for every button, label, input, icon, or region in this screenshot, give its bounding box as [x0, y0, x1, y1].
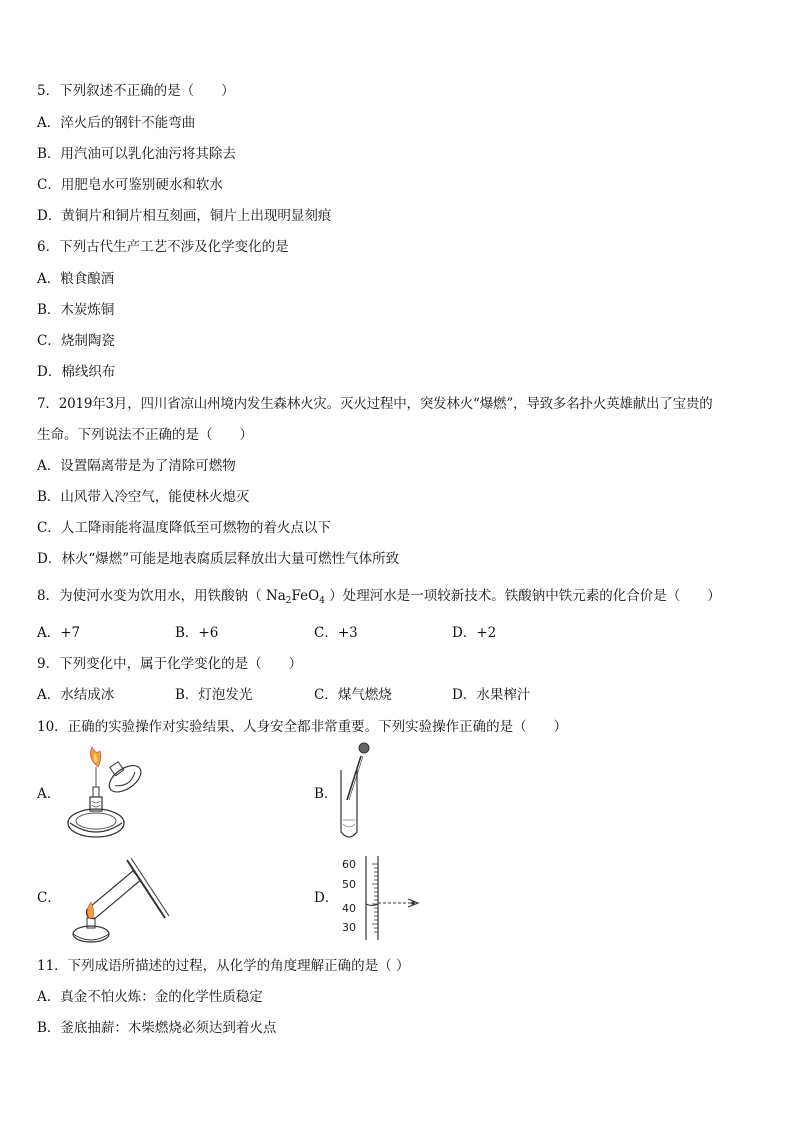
dropper-in-test-tube-figure: [335, 740, 375, 849]
q8-stem-pre: 8．为使河水变为饮用水，用铁酸钠（: [37, 588, 262, 604]
q5-option-a: A．淬火后的钢针不能弯曲: [37, 115, 196, 131]
q8-option-b: B．+6: [175, 625, 219, 641]
q7-option-c: C．人工降雨能将温度降低至可燃物的着火点以下: [37, 520, 331, 536]
q10-option-b-label: B．: [314, 786, 338, 802]
q7-option-a: A．设置隔离带是为了清除可燃物: [37, 458, 236, 474]
q11-stem: 11．下列成语所描述的过程，从化学的角度理解正确的是（ ）: [37, 958, 410, 974]
q9-option-a: A．水结成冰: [37, 687, 115, 703]
q11-option-a: A．真金不怕火炼：金的化学性质稳定: [37, 989, 263, 1005]
heating-test-tube-figure: [65, 848, 175, 952]
q7-stem-line2: 生命。下列说法不正确的是（ ）: [37, 427, 253, 443]
q10-option-a-label: A．: [37, 786, 61, 802]
q5-option-b: B．用汽油可以乳化油污将其除去: [37, 146, 236, 162]
q8-formula: [266, 588, 325, 604]
q8-option-d: D．+2: [452, 625, 497, 641]
q8-formula-sub2: 4: [319, 596, 325, 606]
q8-option-c: C．+3: [314, 625, 358, 641]
q11-option-b: B．釜底抽薪：木柴燃烧必须达到着火点: [37, 1020, 277, 1036]
q9-option-c: C．煤气燃烧: [314, 687, 392, 703]
q10-option-d-label: D．: [314, 890, 339, 906]
q6-option-d: D．棉线织布: [37, 364, 116, 380]
q10-option-c-label: C．: [37, 890, 61, 906]
q6-stem: 6．下列古代生产工艺不涉及化学变化的是: [37, 239, 289, 255]
q6-option-c: C．烧制陶瓷: [37, 333, 115, 349]
q9-option-b: B．灯泡发光: [175, 687, 253, 703]
cylinder-tick-50: 50: [342, 878, 356, 891]
cylinder-tick-60: 60: [342, 858, 356, 871]
q5-option-d: D．黄铜片和铜片相互刻画，铜片上出现明显刻痕: [37, 208, 332, 224]
cylinder-tick-30: 30: [342, 921, 356, 934]
q9-option-d: D．水果榨汁: [452, 687, 531, 703]
q8-stem-post: ）处理河水是一项较新技术。铁酸钠中铁元素的化合价是（ ）: [329, 588, 721, 604]
q6-option-b: B．木炭炼铜: [37, 302, 115, 318]
q7-option-b: B．山风带入冷空气，能使林火熄灭: [37, 489, 250, 505]
alcohol-lamp-lighting-figure: [60, 745, 160, 849]
q8-formula-feo: FeO: [291, 588, 320, 604]
graduated-cylinder-figure: [338, 852, 428, 948]
q5-option-c: C．用肥皂水可鉴别硬水和软水: [37, 177, 223, 193]
q10-stem: 10．正确的实验操作对实验结果、人身安全都非常重要。下列实验操作正确的是（ ）: [37, 719, 568, 735]
q8-stem: [37, 587, 721, 610]
q9-stem: 9．下列变化中，属于化学变化的是（ ）: [37, 656, 303, 672]
q8-option-a: A．+7: [37, 625, 81, 641]
q8-formula-na: Na: [265, 588, 286, 604]
cylinder-tick-40: 40: [342, 902, 356, 915]
q7-option-d: D．林火“爆燃”可能是地表腐质层释放出大量可燃性气体所致: [37, 551, 400, 567]
q8-formula-sub1: 2: [285, 596, 292, 606]
q6-option-a: A．粮食酿酒: [37, 271, 115, 287]
q7-stem-line1: 7．2019年3月，四川省凉山州境内发生森林火灾。灭火过程中，突发林火“爆燃”，导致多名扑火英雄献出了宝贵的: [37, 396, 713, 412]
q5-stem: 5．下列叙述不正确的是（ ）: [37, 83, 235, 99]
